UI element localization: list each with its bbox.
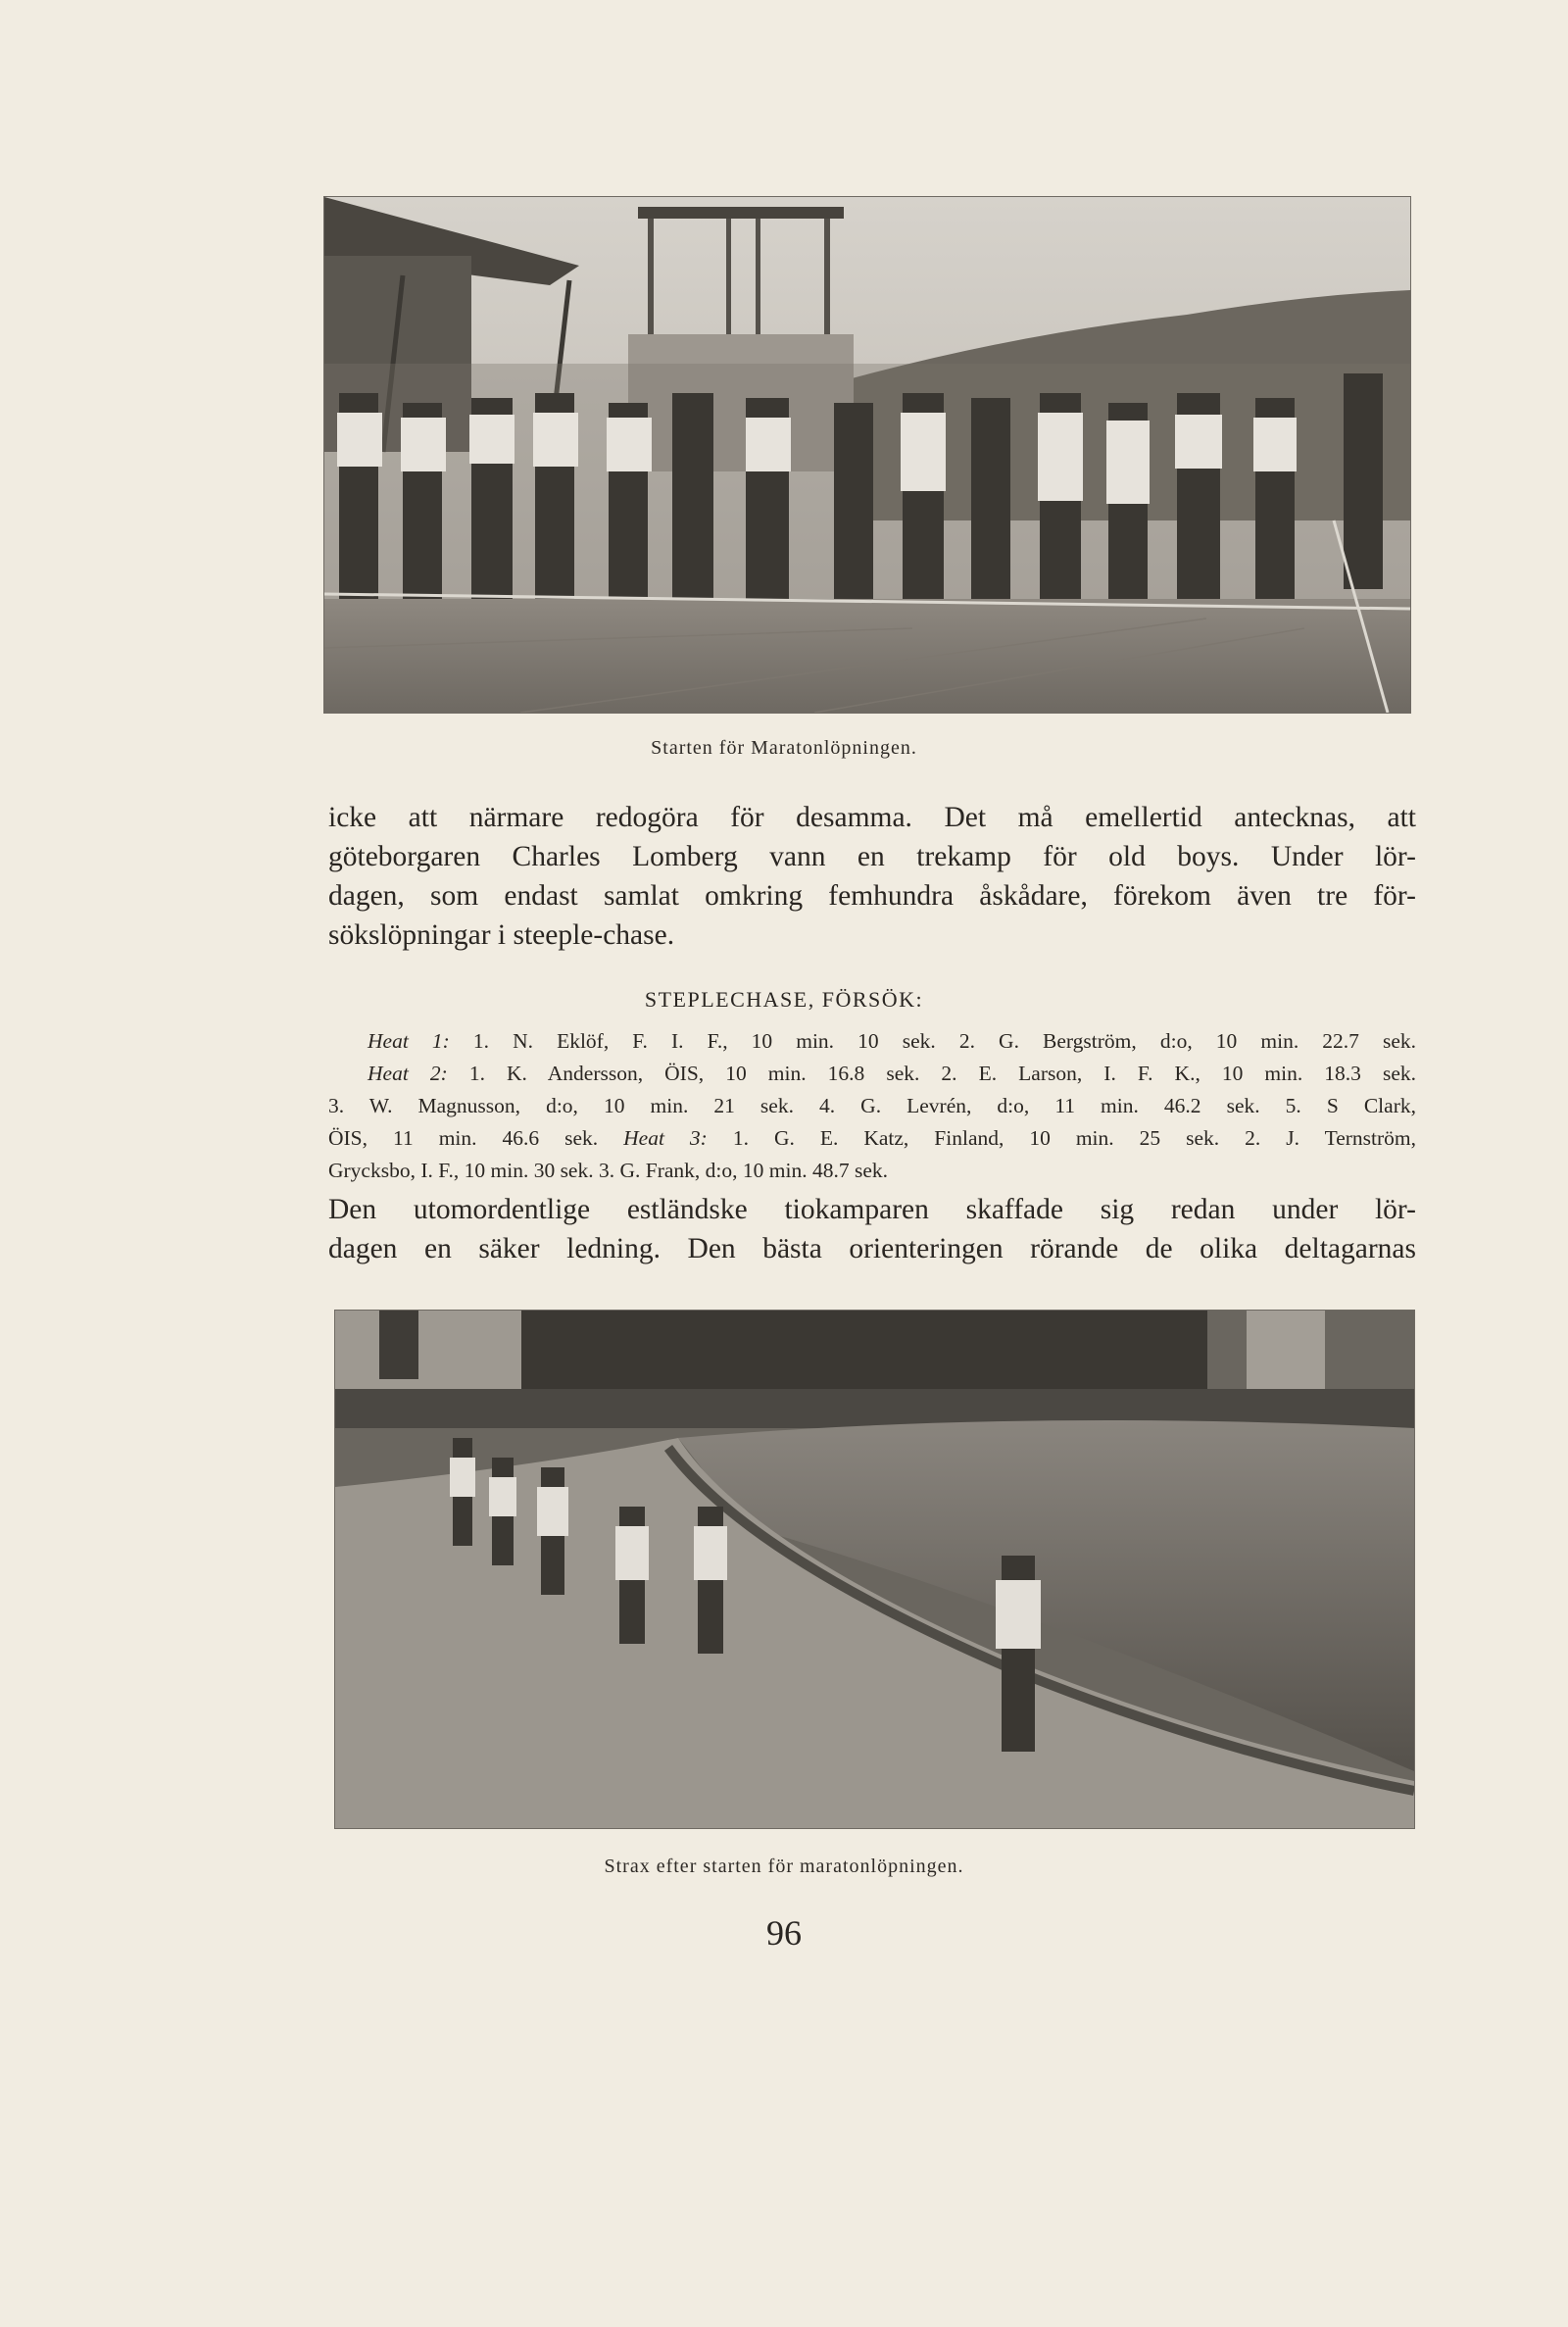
bottom-photo-caption: Strax efter starten för maratonlöpningen. xyxy=(604,1856,964,1877)
results-list xyxy=(328,1025,1416,1187)
marathon-start-photo xyxy=(324,197,1410,713)
paragraph-decathlon xyxy=(328,1190,1416,1268)
results-heading: STEPLECHASE, FÖRSÖK: xyxy=(644,987,924,1012)
text-line: sökslöpningar i steeple-chase. xyxy=(328,919,675,951)
paragraph-intro xyxy=(328,798,1416,955)
result-row xyxy=(328,1058,1416,1090)
result-row xyxy=(328,1155,1416,1187)
text-line: Den utomordentlige estländske tiokamparen skaffade sig redan under lör- xyxy=(328,1194,1416,1225)
result-text: 3. W. Magnusson, d:o, 10 min. 21 sek. 4. G. Levrén, d:o, 11 min. 46.2 sek. 5. S Clark, xyxy=(328,1094,1416,1117)
result-row xyxy=(328,1090,1416,1122)
result-row xyxy=(328,1025,1416,1058)
heat-label: Heat 3: xyxy=(623,1126,708,1150)
result-text: 1. N. Eklöf, F. I. F., 10 min. 10 sek. 2. G. Bergström, d:o, 10 min. 22.7 sek. xyxy=(449,1029,1417,1053)
page-number: 96 xyxy=(766,1913,802,1953)
result-row xyxy=(328,1122,1416,1155)
marathon-runners-photo xyxy=(335,1311,1414,1828)
result-text: Grycksbo, I. F., 10 min. 30 sek. 3. G. Frank, d:o, 10 min. 48.7 sek. xyxy=(328,1159,888,1182)
heat-label: Heat 2: xyxy=(368,1062,448,1085)
result-text: 1. G. E. Katz, Finland, 10 min. 25 sek. 2. J. Ternström, xyxy=(707,1126,1417,1150)
text-line: icke att närmare redogöra för desamma. Det må emellertid antecknas, att xyxy=(328,802,1416,833)
top-photo-caption: Starten för Maratonlöpningen. xyxy=(651,737,917,759)
heat-label: Heat 1: xyxy=(368,1029,450,1053)
result-text: ÖIS, 11 min. 46.6 sek. xyxy=(328,1126,599,1150)
text-line: göteborgaren Charles Lomberg vann en trekamp för old boys. Under lör- xyxy=(328,841,1416,872)
result-text: 1. K. Andersson, ÖIS, 10 min. 16.8 sek. 2. E. Larson, I. F. K., 10 min. 18.3 sek. xyxy=(447,1062,1417,1085)
text-line: dagen en säker ledning. Den bästa orienteringen rörande de olika deltagarnas xyxy=(328,1233,1416,1264)
text-line: dagen, som endast samlat omkring femhundra åskådare, förekom även tre för- xyxy=(328,880,1416,912)
